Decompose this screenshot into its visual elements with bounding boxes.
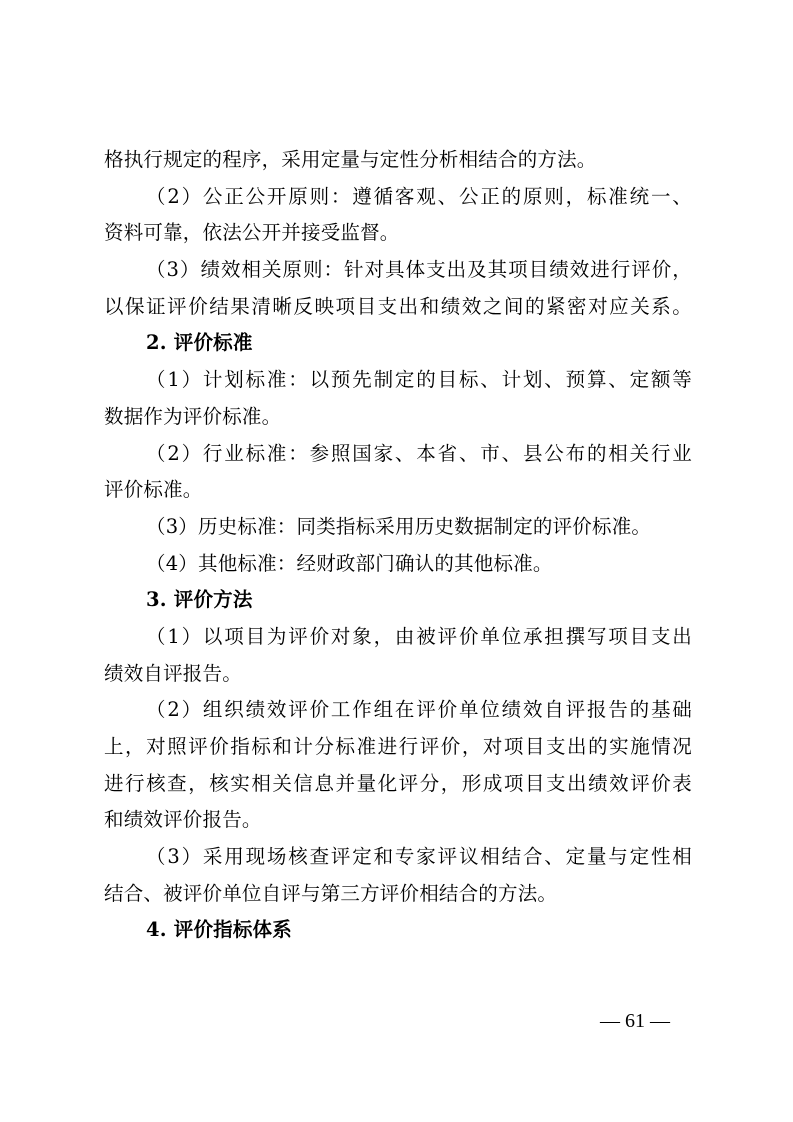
page-number: — 61 — [600,1010,670,1032]
paragraph-line: （3）历史标准：同类指标采用历史数据制定的评价标准。 [146,514,652,538]
paragraph-line: （2）行业标准：参照国家、本省、市、县公布的相关行业 [146,441,692,465]
paragraph-line: 进行核查，核实相关信息并量化评分，形成项目支出绩效评价表 [104,771,692,795]
section-heading: 2. 评价标准 [146,331,253,355]
paragraph-line: 以保证评价结果清晰反映项目支出和绩效之间的紧密对应关系。 [104,294,692,318]
section-heading: 3. 评价方法 [146,588,253,612]
paragraph-line: （1）计划标准：以预先制定的目标、计划、预算、定额等 [146,368,692,392]
paragraph-line: （1）以项目为评价对象，由被评价单位承担撰写项目支出 [146,624,692,648]
paragraph-line: 资料可靠，依法公开并接受监督。 [104,221,400,245]
paragraph-line: （4）其他标准：经财政部门确认的其他标准。 [146,551,553,575]
document-body [104,142,692,949]
paragraph-line: 上，对照评价指标和计分标准进行评价，对项目支出的实施情况 [104,735,692,758]
paragraph-line: （3）采用现场核查评定和专家评议相结合、定量与定性相 [146,845,692,869]
paragraph-line: 格执行规定的程序，采用定量与定性分析相结合的方法。 [104,148,597,171]
paragraph-line: （3）绩效相关原则：针对具体支出及其项目绩效进行评价， [146,258,692,282]
paragraph-line: （2）组织绩效评价工作组在评价单位绩效自评报告的基础 [146,698,692,722]
paragraph-line: 绩效自评报告。 [104,661,242,685]
paragraph-line: 评价标准。 [104,478,203,502]
paragraph-line: 数据作为评价标准。 [104,404,282,428]
section-heading: 4. 评价指标体系 [146,918,292,942]
paragraph-line: 和绩效评价报告。 [104,808,262,832]
paragraph-line: 结合、被评价单位自评与第三方评价相结合的方法。 [104,881,558,905]
paragraph-line: （2）公正公开原则：遵循客观、公正的原则，标准统一、 [146,184,692,208]
